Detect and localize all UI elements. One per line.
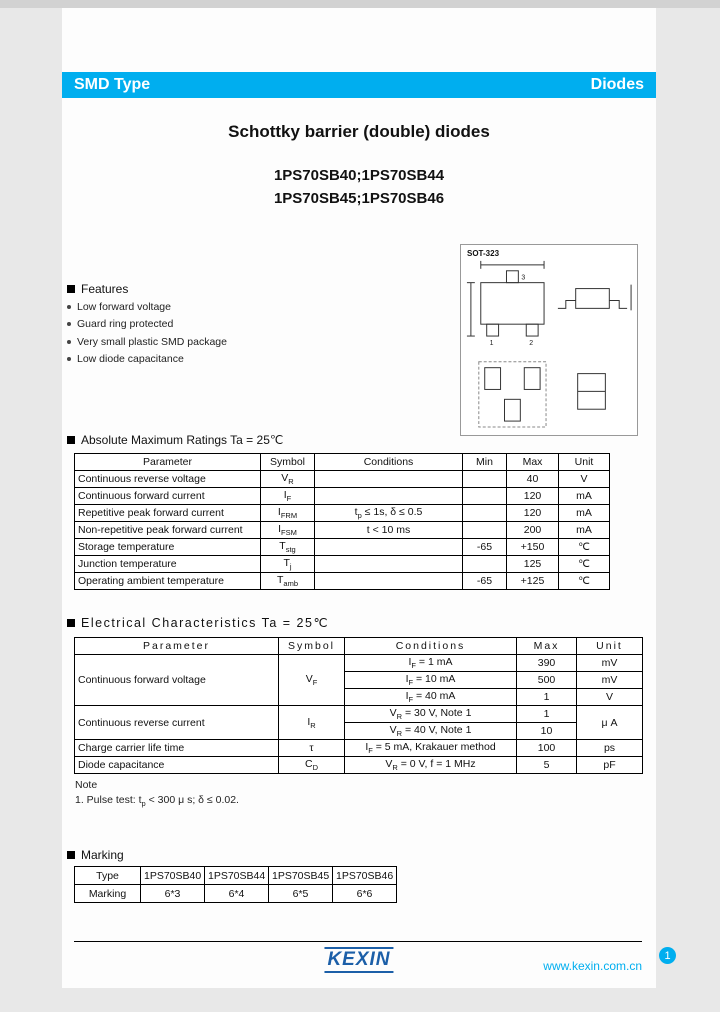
table-cell: ps: [577, 740, 643, 757]
footer-divider: [74, 941, 642, 942]
table-cell: 125: [507, 556, 559, 573]
bullet-icon: [67, 305, 71, 309]
table-cell: $I_F = 40$ mA: [345, 689, 517, 706]
table-cell: $T_j$: [261, 556, 315, 573]
table-cell: $I_{FRM}$: [261, 505, 315, 522]
table-row: [75, 488, 610, 505]
table-cell: 10: [517, 723, 577, 740]
page-number-badge: 1: [659, 947, 676, 964]
table-cell: Charge carrier life time: [75, 740, 279, 757]
table-cell: pF: [577, 757, 643, 774]
abs-max-heading-label: Absolute Maximum Ratings Ta = 25℃: [81, 433, 284, 447]
feature-item-label: Very small plastic SMD package: [77, 335, 227, 348]
table-row: [75, 539, 610, 556]
column-header: Conditions: [345, 638, 517, 655]
table-cell: +125: [507, 573, 559, 590]
table-cell: [463, 505, 507, 522]
table-cell: Junction temperature: [75, 556, 261, 573]
part-numbers-line2: 1PS70SB45;1PS70SB46: [273, 190, 445, 207]
table-cell: mA: [559, 488, 610, 505]
table-cell: $I_F = 1$ mA: [345, 655, 517, 672]
square-bullet-icon: [67, 619, 75, 627]
electrical-characteristics-heading: [67, 615, 329, 630]
bullet-icon: [67, 322, 71, 326]
square-bullet-icon: [67, 436, 75, 444]
column-header: Unit: [577, 638, 643, 655]
table-cell: 1PS70SB44: [205, 867, 269, 885]
banner-left-label: SMD Type: [74, 76, 151, 93]
table-cell: 120: [507, 505, 559, 522]
table-cell: mV: [577, 655, 643, 672]
table-cell: mV: [577, 672, 643, 689]
table-row: [75, 573, 610, 590]
column-header: Parameter: [75, 638, 279, 655]
part-numbers: [62, 164, 656, 210]
feature-item: [67, 351, 227, 369]
table-cell: Continuous reverse current: [75, 706, 279, 740]
column-header: Symbol: [261, 454, 315, 471]
table-cell: μ A: [577, 706, 643, 740]
table-cell: ℃: [559, 573, 610, 590]
package-outline-box: [460, 244, 638, 436]
column-header: Max: [507, 454, 559, 471]
table-cell: 40: [507, 471, 559, 488]
column-header: Min: [463, 454, 507, 471]
note-label: Note: [75, 779, 98, 791]
table-cell: ℃: [559, 539, 610, 556]
table-cell: Repetitive peak forward current: [75, 505, 261, 522]
table-cell: -65: [463, 539, 507, 556]
table-row: [75, 757, 643, 774]
table-cell: Marking: [75, 885, 141, 903]
table-cell: Continuous forward voltage: [75, 655, 279, 706]
table-cell: 6*6: [333, 885, 397, 903]
note-block: [75, 778, 239, 808]
table-row: [75, 505, 610, 522]
table-row: [75, 885, 397, 903]
feature-item: [67, 298, 227, 316]
column-header: Parameter: [75, 454, 261, 471]
table-cell: $V_F$: [279, 655, 345, 706]
table-cell: $T_{stg}$: [261, 539, 315, 556]
table-cell: [463, 522, 507, 539]
table-cell: Storage temperature: [75, 539, 261, 556]
table-cell: 1PS70SB40: [141, 867, 205, 885]
table-cell: $T_{amb}$: [261, 573, 315, 590]
table-cell: V: [577, 689, 643, 706]
table-row: [75, 556, 610, 573]
table-cell: V: [559, 471, 610, 488]
electrical-characteristics-table: [74, 637, 643, 774]
note-text: 1. Pulse test: $t_p < 300$ μ s; δ ≤ 0.02.: [75, 794, 239, 809]
table-cell: [315, 539, 463, 556]
column-header: Max: [517, 638, 577, 655]
table-cell: ℃: [559, 556, 610, 573]
svg-text:3: 3: [521, 274, 526, 282]
feature-item-label: Guard ring protected: [77, 318, 174, 331]
table-row: [75, 655, 643, 672]
column-header: Unit: [559, 454, 610, 471]
page-title: Schottky barrier (double) diodes: [228, 122, 490, 141]
table-row: [75, 867, 397, 885]
banner-right-label: Diodes: [590, 76, 644, 93]
table-cell: [315, 556, 463, 573]
table-cell: 6*3: [141, 885, 205, 903]
features-section: [67, 280, 227, 368]
table-cell: $C_D$: [279, 757, 345, 774]
svg-text:2: 2: [529, 339, 534, 347]
package-drawing: [461, 245, 637, 435]
svg-text:1: 1: [489, 339, 494, 347]
feature-item: [67, 333, 227, 351]
table-cell: 1PS70SB46: [333, 867, 397, 885]
absolute-maximum-ratings-table: [74, 453, 610, 590]
table-cell: Diode capacitance: [75, 757, 279, 774]
table-cell: 200: [507, 522, 559, 539]
table-cell: [463, 471, 507, 488]
table-cell: Continuous reverse voltage: [75, 471, 261, 488]
table-cell: [463, 556, 507, 573]
table-cell: $V_R$: [261, 471, 315, 488]
marking-heading-label: Marking: [81, 848, 124, 862]
table-cell: Continuous forward current: [75, 488, 261, 505]
header-row: [75, 454, 610, 471]
table-cell: -65: [463, 573, 507, 590]
column-header: Symbol: [279, 638, 345, 655]
table-row: [75, 471, 610, 488]
kexin-logo: [324, 947, 393, 973]
bullet-icon: [67, 357, 71, 361]
table-row: [75, 740, 643, 757]
table-cell: $V_R = 40$ V, Note 1: [345, 723, 517, 740]
table-cell: [315, 573, 463, 590]
table-cell: [315, 471, 463, 488]
website-link[interactable]: www.kexin.com.cn: [543, 959, 642, 973]
table-cell: $I_{FSM}$: [261, 522, 315, 539]
square-bullet-icon: [67, 285, 75, 293]
table-cell: 1: [517, 706, 577, 723]
table-cell: $I_F$: [261, 488, 315, 505]
table-cell: $V_R = 0$ V, f = 1 MHz: [345, 757, 517, 774]
table-cell: [315, 488, 463, 505]
bullet-icon: [67, 340, 71, 344]
table-cell: 500: [517, 672, 577, 689]
part-numbers-line1: 1PS70SB40;1PS70SB44: [273, 167, 445, 184]
header-banner: [62, 72, 656, 98]
feature-item: [67, 316, 227, 334]
logo-bottom-line: [324, 971, 393, 973]
table-cell: τ: [279, 740, 345, 757]
table-cell: 5: [517, 757, 577, 774]
table-cell: t < 10 ms: [315, 522, 463, 539]
table-cell: mA: [559, 522, 610, 539]
table-cell: 6*4: [205, 885, 269, 903]
column-header: Conditions: [315, 454, 463, 471]
features-heading-label: Features: [81, 282, 129, 296]
abs-max-heading: [67, 433, 283, 447]
table-cell: 1: [517, 689, 577, 706]
table-row: [75, 706, 643, 723]
table-cell: 120: [507, 488, 559, 505]
table-cell: Operating ambient temperature: [75, 573, 261, 590]
table-cell: [463, 488, 507, 505]
square-bullet-icon: [67, 851, 75, 859]
table-cell: 390: [517, 655, 577, 672]
datasheet-page: [62, 8, 656, 988]
table-row: [75, 522, 610, 539]
marking-table: [74, 866, 397, 903]
package-type-label: SOT-323: [467, 249, 500, 258]
feature-item-label: Low diode capacitance: [77, 353, 184, 366]
table-cell: $t_p \le 1s$, δ ≤ 0.5: [315, 505, 463, 522]
header-row: [75, 638, 643, 655]
table-cell: +150: [507, 539, 559, 556]
table-cell: 6*5: [269, 885, 333, 903]
logo-text: KEXIN: [327, 949, 391, 970]
table-cell: $I_F = 5$ mA, Krakauer method: [345, 740, 517, 757]
table-cell: mA: [559, 505, 610, 522]
marking-heading: [67, 848, 124, 862]
table-cell: $V_R = 30$ V, Note 1: [345, 706, 517, 723]
table-cell: 100: [517, 740, 577, 757]
features-heading: [67, 280, 227, 298]
page-top-margin: [0, 0, 720, 8]
table-cell: $I_R$: [279, 706, 345, 740]
feature-item-label: Low forward voltage: [77, 300, 171, 313]
table-cell: Type: [75, 867, 141, 885]
table-cell: Non-repetitive peak forward current: [75, 522, 261, 539]
table-cell: $I_F = 10$ mA: [345, 672, 517, 689]
electrical-characteristics-heading-label: Electrical Characteristics Ta = 25℃: [81, 616, 329, 630]
table-cell: 1PS70SB45: [269, 867, 333, 885]
